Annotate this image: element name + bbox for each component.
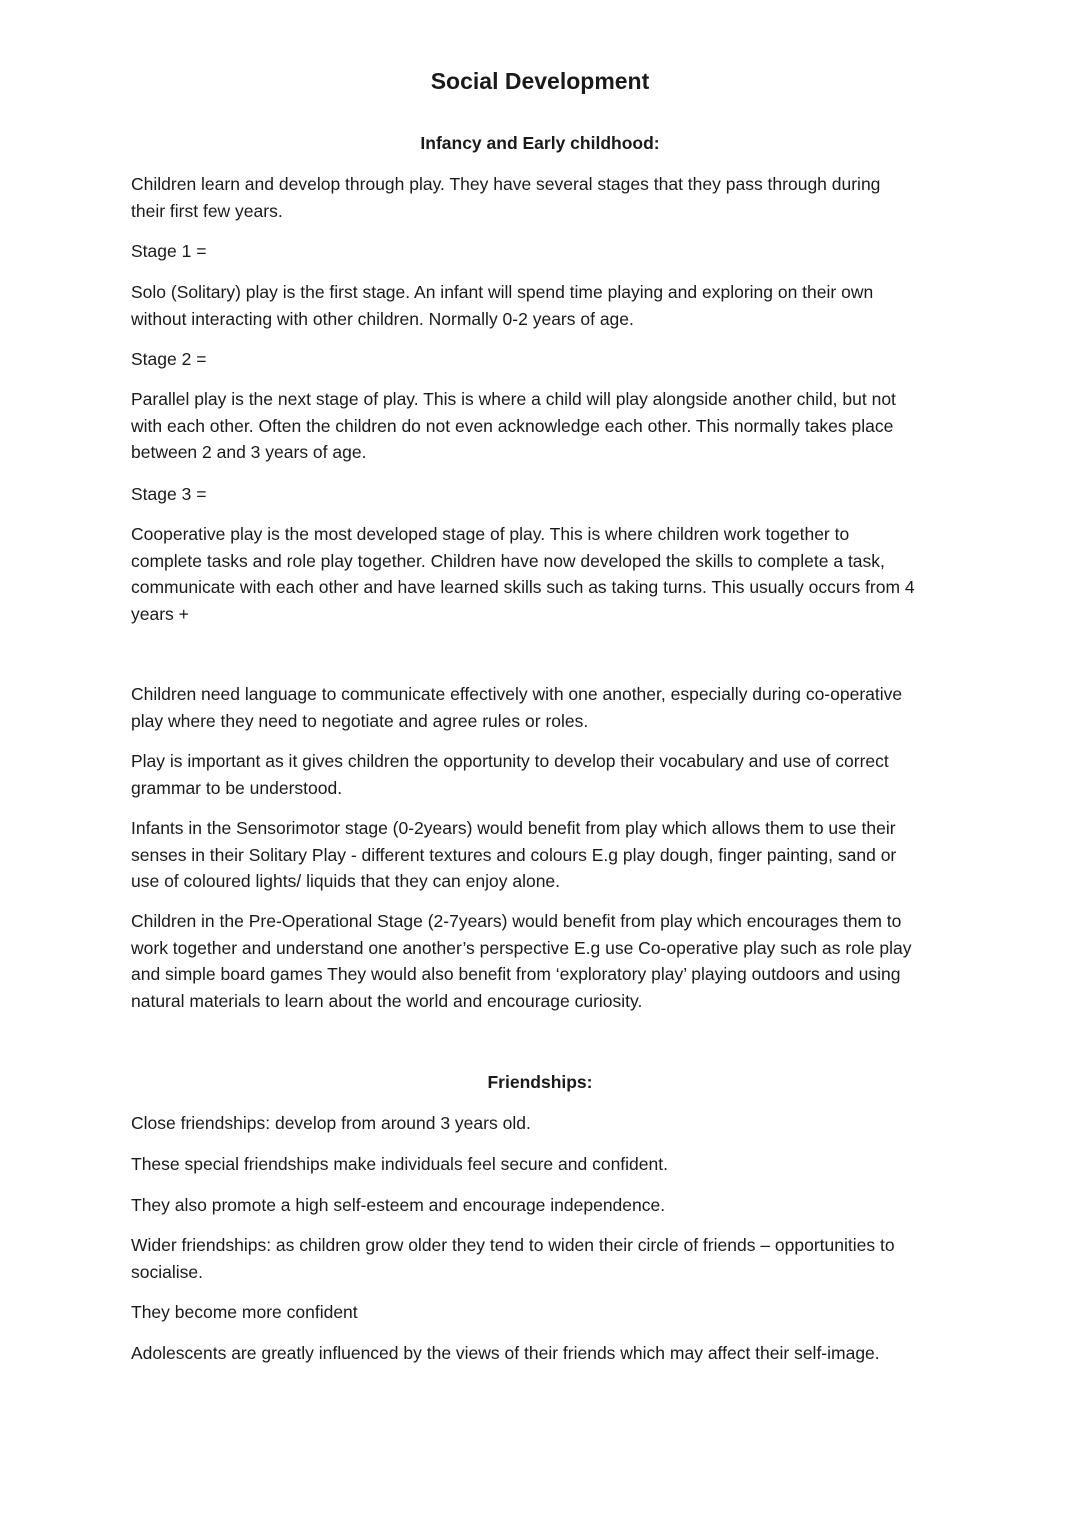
close-friendships-line: Close friendships: develop from around 3 years old. [131,1113,531,1133]
stage-2-label: Stage 2 = [131,349,207,369]
stage-1-paragraph: Solo (Solitary) play is the first stage. An infant will spend time playing and exploring on their own without interacting with other children. Normally 0-2 years of age. [131,282,874,329]
page-title: Social Development [430,68,650,94]
section-heading-infancy: Infancy and Early childhood: [420,133,660,153]
stage-3-label: Stage 3 = [131,484,207,504]
language-paragraph: Children need language to communicate effectively with one another, especially during co-operative play where they need to negotiate and agree rules or roles. [131,684,903,731]
self-esteem-line: They also promote a high self-esteem and encourage independence. [131,1195,666,1215]
play-importance-paragraph: Play is important as it gives children the opportunity to develop their vocabulary and use of correct grammar to be understood. [131,751,889,798]
stage-3-paragraph: Cooperative play is the most developed stage of play. This is where children work together to complete tasks and role play together. Children have now developed the skills to complete a task, communicate with each other and have learned skills such as taking turns. This usually occurs from 4 years + [131,524,915,624]
preoperational-paragraph: Children in the Pre-Operational Stage (2-7years) would benefit from play which encourages them to work together and understand one another’s perspective E.g use Co-operative play such as role play and simple board games They would also benefit from ‘exploratory play’ playing outdoors and using natural materials to learn about the world and encourage curiosity. [131,911,912,1011]
wider-friendships-paragraph: Wider friendships: as children grow older they tend to widen their circle of friends – opportunities to socialise. [131,1235,895,1282]
adolescents-line: Adolescents are greatly influenced by the views of their friends which may affect their self-image. [131,1343,880,1363]
section-heading-friendships: Friendships: [487,1072,593,1092]
stage-1-label: Stage 1 = [131,241,207,261]
sensorimotor-paragraph: Infants in the Sensorimotor stage (0-2years) would benefit from play which allows them to use their senses in their Solitary Play - different textures and colours E.g play dough, finger painting, sand or use of coloured lights/ liquids that they can enjoy alone. [131,818,897,891]
stage-2-paragraph: Parallel play is the next stage of play. This is where a child will play alongside another child, but not with each other. Often the children do not even acknowledge each other. This normally takes place between 2 and 3 years of age. [131,389,896,462]
more-confident-line: They become more confident [131,1302,358,1322]
intro-paragraph: Children learn and develop through play. They have several stages that they pass through during their first few years. [131,174,881,221]
secure-line: These special friendships make individuals feel secure and confident. [131,1154,668,1174]
